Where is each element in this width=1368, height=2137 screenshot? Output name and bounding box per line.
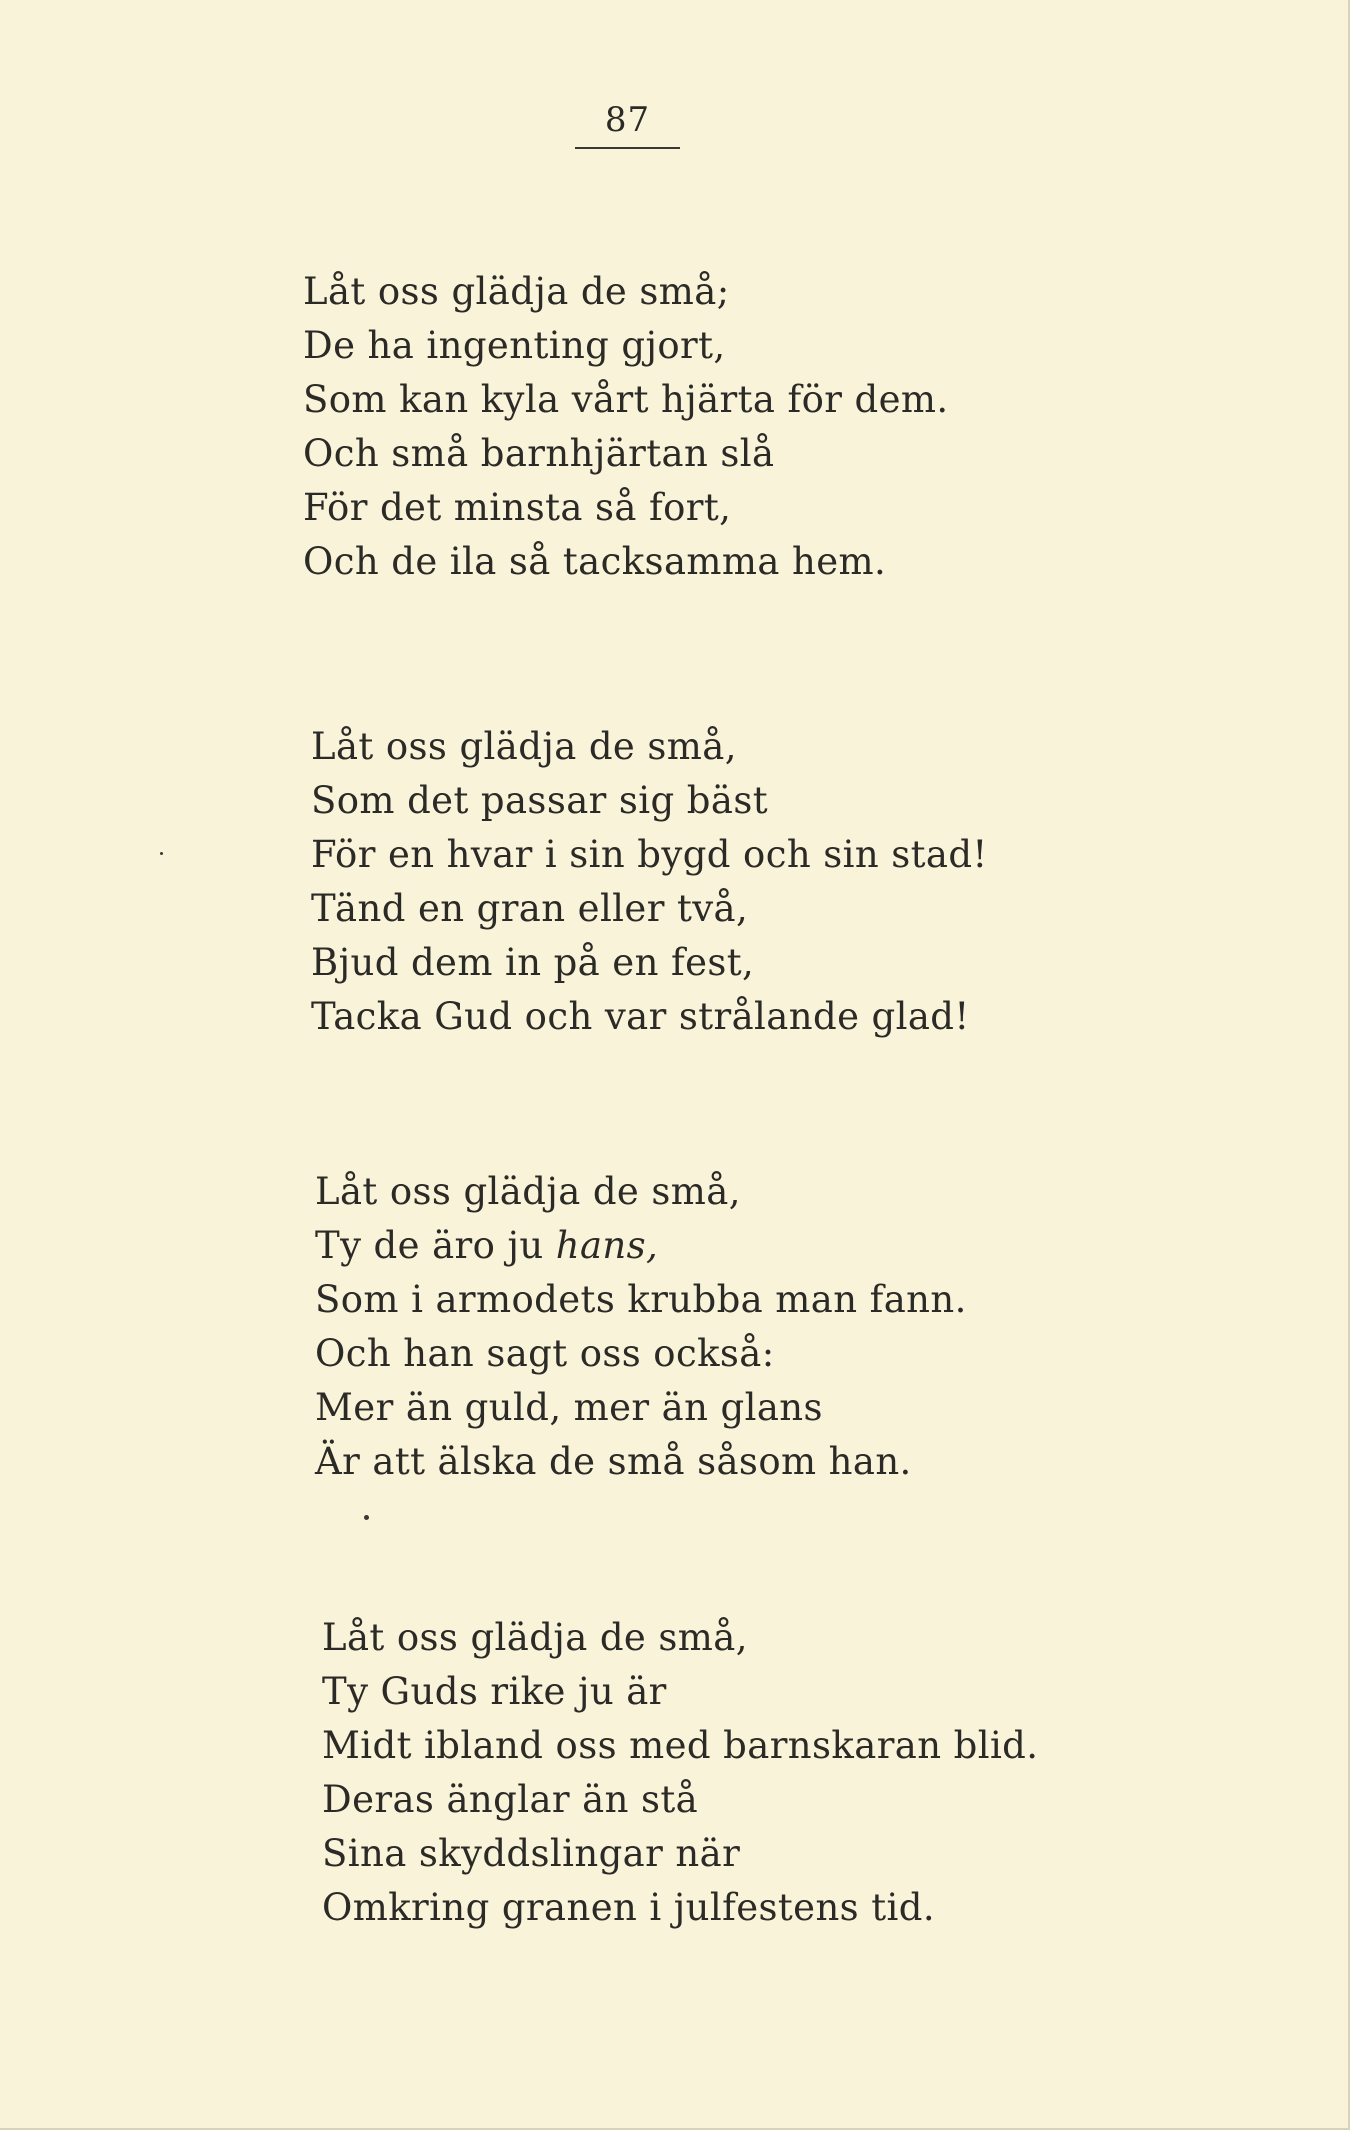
stanza-4-line-5: Sina skyddslingar när [322,1832,741,1875]
stanza-1-line-1: Låt oss glädja de små; [303,270,730,313]
stanza-3-line-4: Och han sagt oss också: [315,1332,775,1375]
ink-speck [364,1515,369,1520]
stanza-4 [322,1611,1038,1935]
stanza-3 [315,1165,967,1489]
stanza-4-line-3: Midt ibland oss med barnskaran blid. [322,1724,1039,1767]
stanza-2-line-2: Som det passar sig bäst [311,779,768,822]
stanza-3-line-3: Som i armodets krubba man fann. [315,1278,967,1321]
stanza-3-line-1: Låt oss glädja de små, [315,1170,741,1213]
stanza-4-line-2: Ty Guds rike ju är [322,1670,667,1713]
page-number-rule [575,147,680,149]
stanza-1-line-3: Som kan kyla vårt hjärta för dem. [303,378,949,421]
stanza-2 [311,720,988,1044]
stanza-3-line-2-text: Ty de äro ju [315,1224,556,1267]
stanza-2-line-3: För en hvar i sin bygd och sin stad! [311,833,988,876]
stanza-3-line-2-emphasis: hans, [555,1224,659,1267]
stanza-4-line-6: Omkring granen i julfestens tid. [322,1886,935,1929]
page-number: 87 [604,100,651,140]
stanza-1-line-4: Och små barnhjärtan slå [303,432,775,475]
stanza-4-line-4: Deras änglar än stå [322,1778,699,1821]
stanza-3-line-6: Är att älska de små såsom han. [315,1440,912,1483]
stanza-2-line-4: Tänd en gran eller två, [311,887,749,930]
stanza-1-line-6: Och de ila så tacksamma hem. [303,540,887,583]
stanza-4-line-1: Låt oss glädja de små, [322,1616,748,1659]
ink-speck [160,852,163,855]
stanza-1 [303,265,949,589]
stanza-1-line-5: För det minsta så fort, [303,486,732,529]
stanza-2-line-6: Tacka Gud och var strålande glad! [311,995,970,1038]
stanza-2-line-1: Låt oss glädja de små, [311,725,737,768]
stanza-1-line-2: De ha ingenting gjort, [303,324,726,367]
stanza-3-line-2 [315,1219,967,1273]
stanza-3-line-5: Mer än guld, mer än glans [315,1386,823,1429]
stanza-2-line-5: Bjud dem in på en fest, [311,941,755,984]
